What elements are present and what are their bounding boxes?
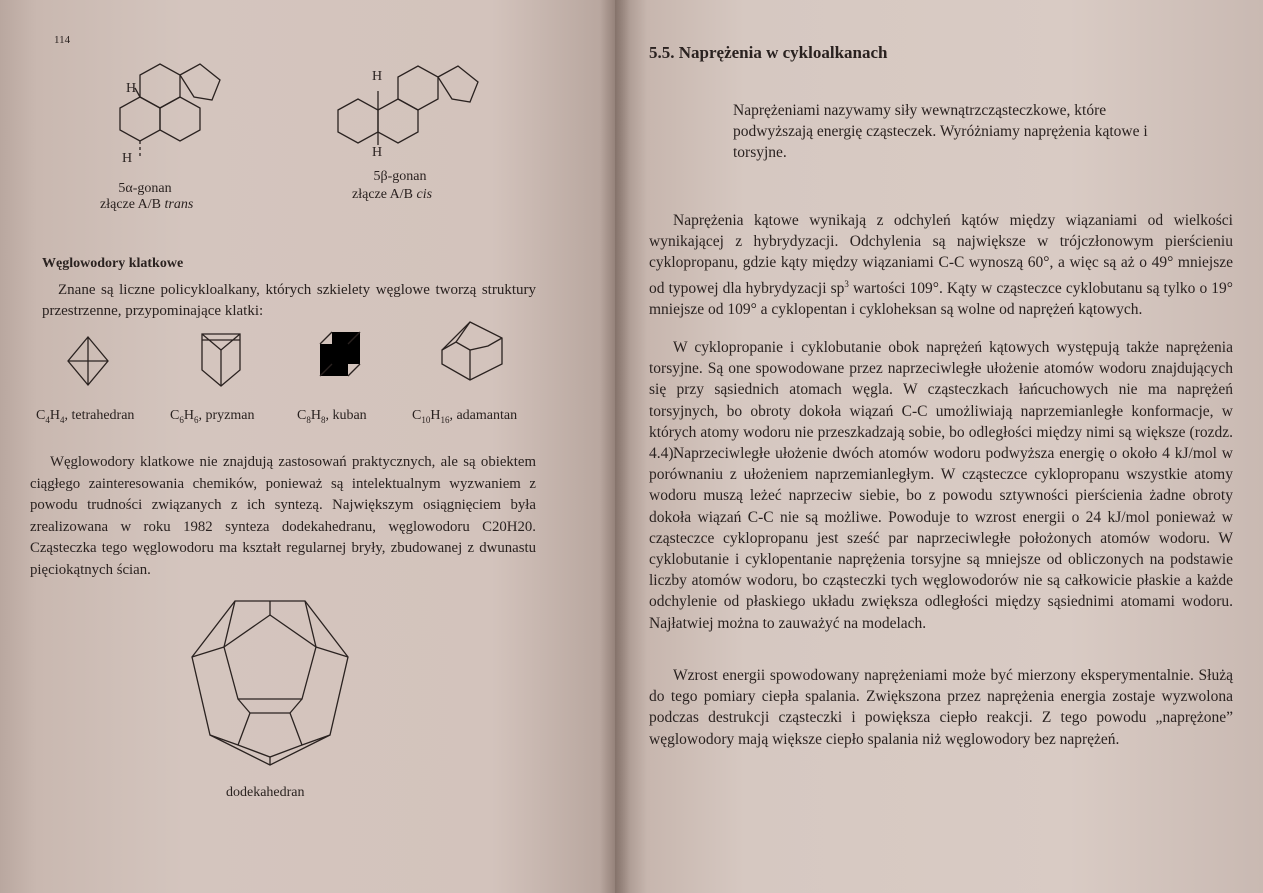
cage-label-tetrahedran: $C_4H_4$, tetrahedran <box>36 408 135 425</box>
paragraph-angle-strain: Naprężenia kątowe wynikają z odchyleń kątów między wiązaniami od wielkości wynikającej z hybrydyzacji. Odchylenia są największe w trójczłonowym pierścieniu cyklopropanu, gdzie kąty między wiązaniami C-C wynoszą 60°, a więc są aż o 49° mniejsze od typowej dla hybrydyzacji $sp^3$ wartości 109°. Kąty w cząsteczce cyklobutanu są tylko o 19° mniejsze od 109° a cyklopentan i cykloheksan są wolne od naprężeń kątowych. <box>649 212 1233 318</box>
paragraph-torsional-strain: W cyklopropanie i cyklobutanie obok naprężeń kątowych występują także naprężenia torsyjne. Są one spowodowane przez naprzeciwległe ułożenie atomów wodoru znajdujących się przy sąsiednich atomach węgla. W cząsteczkach łańcuchowych nie ma naprężeń torsyjnych, bo obroty dokoła wiązań C-C umożliwiają naprzemianległe konformacje, w których atomy wodoru nie przeszkadzają sobie, bo odległości między nimi są większe (rozdz. 4.4). <box>649 339 1233 463</box>
gonan-alpha-structure <box>95 60 225 180</box>
page-number: 114 <box>54 34 71 46</box>
gonan-beta-h-top: H <box>372 69 383 84</box>
cage-paragraph: Węglowodory klatkowe nie znajdują zastosowań praktycznych, ale są obiektem ciągłego zainteresowania chemików, ponieważ są intelektualnym wyzwaniem z powodu trudności związanych z ich syntezą. Największym osiągnięciem była zrealizowana w roku 1982 synteza dodekahedranu, węglowodoru C20H20. Cząsteczka tego węglowodoru ma kształt regularnej bryły, zbudowanej z dwunastu pięciokątnych ścian. <box>30 454 536 578</box>
left-page <box>0 0 615 893</box>
cage-label-pryzman: $C_6H_6$, pryzman <box>170 408 255 425</box>
cage-label-adamantan: $C_{10}H_{16}$, adamantan <box>412 408 518 425</box>
cage-label-kuban: $C_8H_8$, kuban <box>297 408 367 425</box>
dodecahedron-structure <box>180 595 360 770</box>
intro-text: Znane są liczne policykloalkany, których szkielety węglowe tworzą struktury przestrzenne, przypominające klatki: <box>42 282 536 319</box>
book-gutter <box>600 0 630 893</box>
gonan-beta-h-bottom: H <box>372 145 383 160</box>
section-heading: Węglowodory klatkowe <box>42 256 184 271</box>
section-title: 5.5. Naprężenia w cykloalkanach <box>649 43 888 62</box>
paragraph-heat-of-combustion: Wzrost energii spowodowany naprężeniami może być mierzony eksperymentalnie. Służą do tego pomiary ciepła spalania. Zwiększona przez naprężenia energia zostaje wyzwolona podczas destrukcji cząsteczki i powiększa ciepło reakcji. Z tego powodu „naprężone” węglowodory mają większe ciepło spalania niż węglowodory bez naprężeń. <box>649 667 1233 748</box>
tetrahedran-structure <box>66 335 110 387</box>
dodecahedron-label: dodekahedran <box>226 785 305 800</box>
right-page <box>615 0 1263 893</box>
gonan-alpha-h-top: H <box>126 81 137 96</box>
intro-definition: Naprężeniami nazywamy siły wewnątrzcząsteczkowe, które podwyższają energię cząsteczek. Wyróżniamy naprężenia kątowe i torsyjne. <box>733 102 1148 161</box>
kuban-structure <box>318 330 362 378</box>
gonan-beta-structure <box>338 55 478 165</box>
gonan-alpha-junction: złącze A/B trans <box>100 197 194 212</box>
gonan-alpha-name: 5α-gonan <box>118 181 172 196</box>
gonan-beta-name: 5β-gonan <box>373 169 427 184</box>
pryzman-structure <box>200 330 244 388</box>
gonan-alpha-h-bottom: H <box>122 151 133 166</box>
adamantan-structure <box>440 320 506 382</box>
paragraph-eclipsed-energy: Naprzeciwległe ułożenie dwóch atomów wodoru podwyższa energię o około 4 kJ/mol w porównaniu z ułożeniem naprzemianległym. W cząsteczce cyklopropanu wszystkie atomy wodoru muszą leżeć naprzeciw siebie, bo z powodu sztywności pierścienia żadne obroty dokoła wiązań C-C nie są możliwe. Powoduje to wzrost energii o 24 kJ/mol ponieważ w cząsteczce cyklopropanu jest sześć par naprzeciwległe położonych atomów wodoru. W cyklobutanie i cyklopentanie naprężenia torsyjne są mniejsze od obliczonych na podstawie liczby atomów wodoru, bo cząsteczki tych węglowodorów nie są całkowicie płaskie a każde odchylenie od płaskiego układu zwiększa odległości między sąsiednimi atomami wodoru. Najłatwiej można to zauważyć na modelach. <box>649 445 1233 632</box>
gonan-beta-junction: złącze A/B cis <box>352 187 433 202</box>
